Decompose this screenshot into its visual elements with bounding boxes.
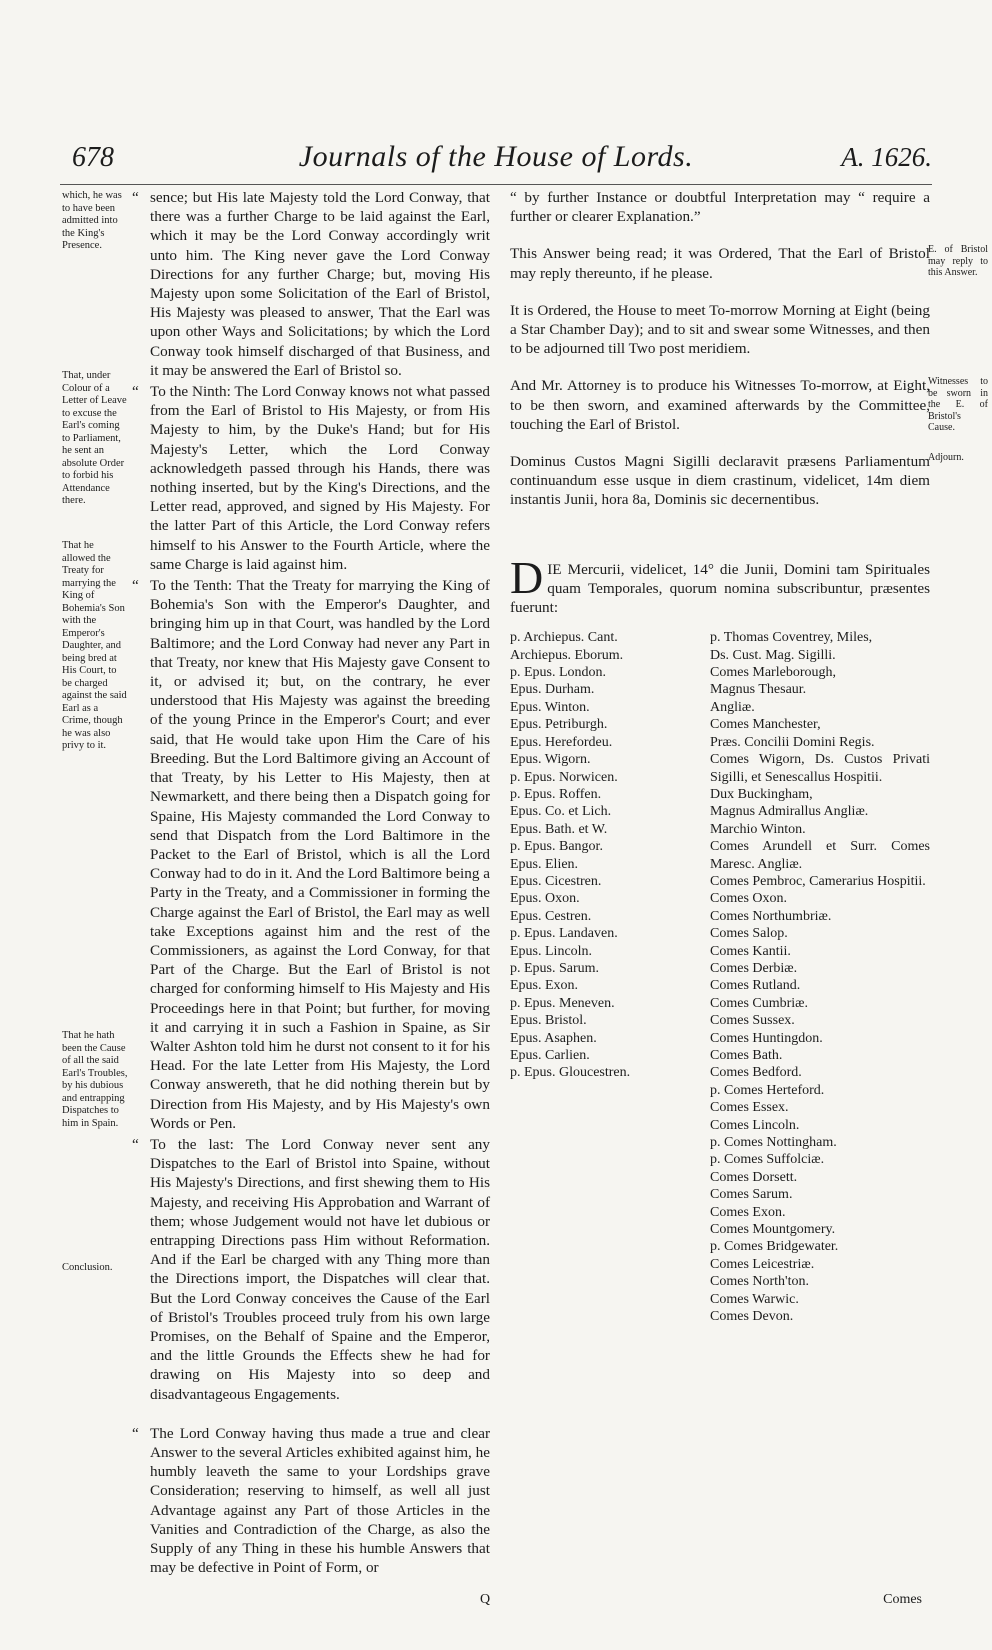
right-margin-note: Witnesses to be sworn in the E. of Bristol's Cause. [928, 376, 988, 434]
attendee-entry: Epus. Petriburgh. [510, 717, 608, 733]
answer-paragraph: “ sence; but His late Majesty told the Lord Conway, that there was a further Charge to be laid against the Earl, which it may be the Lord Conway accordingly writ unto him. The King never gave the Lord Conway Directions for any further Charge; but, moving His Majesty upon some Solicitation of the Earl of Bristol, His Majesty was pleased to answer, That the Earl was upon other Ways and Solicitations; by which the Lord Conway took himself discharged of that Business, and it may be answered the Earl of Bristol so. [130, 188, 490, 380]
attendee-entry: p. Archiepus. Cant. [510, 630, 618, 646]
attendee-entry: Epus. Wigorn. [510, 752, 591, 768]
attendee-entry: Comes Lincoln. [710, 1117, 800, 1133]
attendee-entry: p. Epus. Meneven. [510, 995, 615, 1011]
attendee-entry: Comes Wigorn, Ds. Custos Privati Sigilli, et Senescallus Hospitii. [710, 752, 930, 785]
signature-mark: Q [480, 1592, 491, 1607]
attendee-entry: p. Comes Herteford. [710, 1082, 825, 1098]
attendee-entry: p. Epus. Sarum. [510, 960, 600, 976]
attendee-entry: Comes Marleborough, [710, 665, 836, 681]
catchword: Comes [883, 1592, 922, 1607]
attendee-entry: Epus. Asaphen. [510, 1030, 597, 1046]
adjournment: Dominus Custos Magni Sigilli declaravit præsens Parliamentum continuandum esse usque in diem crastinum, videlicet, 14m diem instantis Junii, hora 8a, Dominis sic decernentibus. [510, 453, 930, 509]
answer-paragraph: “ To the Tenth: That the Treaty for marrying the King of Bohemia's Son with the Emperor's Daughter, and bringing him up in that Court, was handled by the Lord Baltimore; and the Lord Conway had never any Part in that Treaty, nor knew that His Majesty gave Consent to it, or advised it; but, on the contrary, he ever understood that His Majesty was against the breeding of the young Prince in the Emperor's Court; and ever said, that He would take upon Him the Care of his Breeding. But the Lord Baltimore giving an Account of that Treaty, by his Letter to His Majesty, then at Newmarkett, and there being then a Dispatch going for Spaine, His Majesty commanded the Lord Conway to send that Dispatch from the Lord Baltimore in the Packet to the Earl of Bristol, which is all the Lord Conway had to do in it. And the Lord Baltimore being a Party in the Treaty, and a Commissioner in forming the Charge against the Earl of Bristol, the Earl may as well take Exceptions against him and the rest of the Commissioners, as against the Lord Conway, for that Part of the Charge. But the Earl of Bristol is not charged for conforming himself to His Majesty and His Proceedings here in that Point; but further, for moving it and carrying it in such a Fashion in Spaine, as Sir Walter Ashton told him he durst not consent to it for his Head. For the late Letter from His Majesty, the Lord Conway answereth, that he did nothing therein but by Direction from His Majesty, and by His Majesty's own Words or Pen. [130, 576, 490, 1133]
order-witnesses: And Mr. Attorney is to produce his Witnesses To-morrow, at Eight, to be then sworn, and examined afterwards by the Committee, touching the Earl of Bristol. [510, 377, 930, 433]
attendee-entry: Comes Manchester, [710, 717, 821, 733]
attendee-entry: Dux Buckingham, [710, 786, 813, 802]
attendee-entry: p. Epus. London. [510, 665, 607, 681]
running-title: Journals of the House of Lords. [298, 140, 694, 173]
attendee-entry: Comes Bedford. [710, 1065, 802, 1081]
order-reply: This Answer being read; it was Ordered, That the Earl of Bristol may reply thereunto, if he please. [510, 245, 930, 282]
attendee-entry: Comes Leicestriæ. [710, 1256, 815, 1272]
attendee-entry: Epus. Elien. [510, 856, 579, 872]
attendee-entry: Comes Dorsett. [710, 1169, 798, 1185]
attendee-entry: Comes Sussex. [710, 1013, 795, 1029]
left-column [130, 188, 490, 1579]
attendee-entry: Comes Oxon. [710, 891, 787, 907]
attendee-entry: Magnus Admirallus Angliæ. [710, 804, 869, 820]
attendee-entry: Comes Pembroc, Camerarius Hospitii. [710, 873, 926, 889]
attendee-entry: Comes Essex. [710, 1100, 789, 1116]
page-number: 678 [72, 142, 114, 173]
attendee-entry: p. Comes Bridgewater. [710, 1239, 839, 1255]
attendee-entry: Archiepus. Eborum. [510, 647, 624, 663]
attendee-entry: Epus. Herefordeu. [510, 734, 613, 750]
attendee-entry: Comes Northumbriæ. [710, 908, 832, 924]
attendee-entry: p. Comes Suffolciæ. [710, 1152, 825, 1168]
attendee-entry: Comes Rutland. [710, 978, 801, 994]
right-margin-note: E. of Bristol may reply to this Answer. [928, 244, 988, 279]
attendee-entry: Ds. Cust. Mag. Sigilli. [710, 647, 836, 663]
attendee-entry: p. Epus. Gloucestren. [510, 1065, 631, 1081]
temporales-list [710, 629, 930, 1325]
answer-continuation: “ by further Instance or doubtful Interpretation may “ require a further or clearer Explanation.” [510, 189, 930, 226]
attendee-entry: Comes Kantii. [710, 943, 791, 959]
year-mark: A. 1626. [841, 142, 932, 172]
attendee-entry: Angliæ. [710, 699, 755, 715]
margin-note: Conclusion. [62, 1262, 113, 1273]
attendee-entry: Præs. Concilii Domini Regis. [710, 734, 875, 750]
right-column [510, 188, 988, 1325]
attendee-entry: Epus. Cestren. [510, 908, 592, 924]
spirituales-list [510, 629, 710, 1082]
attendee-entry: Epus. Bristol. [510, 1013, 587, 1029]
attendee-entry: p. Epus. Norwicen. [510, 769, 618, 785]
attendee-entry: Comes Huntingdon. [710, 1030, 823, 1046]
margin-note: That he hath been the Cause of all the said Earl's Troubles, by his dubious and entrapping Dispatches to him in Spain. [62, 1030, 128, 1129]
attendee-entry: Epus. Winton. [510, 699, 590, 715]
attendee-entry: Comes Exon. [710, 1204, 786, 1220]
attendee-entry: Comes Mountgomery. [710, 1222, 836, 1238]
margin-note: That he allowed the Treaty for marrying the King of Bohemia's Son with the Emperor's Daughter, and being bred at His Court, to be charged against the said Earl as a Crime, though he was also privy to it. [62, 540, 127, 751]
attendee-entry: Magnus Thesaur. [710, 682, 807, 698]
attendee-entry: p. Thomas Coventrey, Miles, [710, 630, 873, 646]
answer-paragraph: “ To the Ninth: The Lord Conway knows not what passed from the Earl of Bristol to His Majesty, or from His Majesty to him, by the Duke's Hand; but for His Majesty's Letter, which the Lord Conway acknowledgeth passed through his Hands, there was nothing inserted, but by the King's Directions, and the Letter read, approved, and signed by His Majesty. For the latter Part of this Article, the Lord Conway refers himself to his Answer to the Fourth Article, where the same Charge is laid against him. [130, 382, 490, 574]
attendee-entry: Epus. Exon. [510, 978, 579, 994]
attendee-entry: Epus. Cicestren. [510, 873, 602, 889]
attendee-entry: Epus. Co. et Lich. [510, 804, 612, 820]
attendee-entry: Comes Arundell et Surr. Comes Maresc. Angliæ. [710, 839, 930, 872]
attendee-entry: Comes Devon. [710, 1309, 794, 1325]
order-meeting: It is Ordered, the House to meet To-morrow Morning at Eight (being a Star Chamber Day); and to sit and swear some Witnesses, and then to be adjourned till Two post meridiem. [510, 301, 930, 358]
attendee-entry: Epus. Carlien. [510, 1048, 590, 1063]
page-header [60, 140, 932, 184]
heading-text: IE Mercurii, videlicet, 14° die Junii, Domini tam Spirituales quam Temporales, quorum nomina subscribuntur, præsentes fuerunt: [510, 560, 930, 617]
attendee-entry: p. Epus. Bangor. [510, 839, 603, 855]
margin-note: That, under Colour of a Letter of Leave to excuse the Earl's coming to Parliament, he sent an absolute Order to forbid his Attendance there. [62, 370, 127, 506]
drop-cap: D [510, 551, 544, 603]
conclusion-paragraph: “ The Lord Conway having thus made a true and clear Answer to the several Articles exhibited against him, he humbly leaveth the same to your Lordships grave Consideration; reserving to himself, as well all just Advantage against any Part of those Articles in the Vanities and Contradiction of the Charge, as also the Supply of any Thing in these his humble Answers that may be defective in Point of Form, or [130, 1424, 490, 1578]
answer-paragraph: “ To the last: The Lord Conway never sent any Dispatches to the Earl of Bristol into Spaine, without His Majesty's Directions, and first shewing them to His Majesty, and receiving His Approbation and Warrant of them; whose Judgement would not have let dubious or entrapping Directions pass Him without Reformation. And if the Earl be charged with any Thing more than the Directions import, the Dispatches will clear that. But the Lord Conway conceives the Cause of the Earl of Bristol's Troubles proceed truly from his own large Promises, on the Behalf of Spaine and the Emperor, and the little Grounds the Effects shew he had for drawing on His Majesty into so deep and disadvantageous Engagements. [130, 1135, 490, 1404]
attendee-entry: Epus. Lincoln. [510, 943, 593, 959]
attendee-entry: p. Comes Nottingham. [710, 1135, 837, 1151]
attendee-entry: Epus. Bath. et W. [510, 821, 608, 837]
header-rule [60, 184, 932, 185]
attendee-entry: Comes Salop. [710, 926, 788, 942]
attendee-entry: Comes Sarum. [710, 1187, 793, 1203]
attendee-entry: Comes Cumbriæ. [710, 995, 809, 1011]
margin-note: which, he was to have been admitted into the King's Presence. [62, 190, 122, 251]
right-margin-note: Adjourn. [928, 452, 964, 464]
attendee-entry: Comes Bath. [710, 1048, 783, 1063]
attendee-entry: Comes Derbiæ. [710, 960, 798, 976]
attendee-entry: p. Epus. Landaven. [510, 926, 618, 942]
attendee-entry: Comes North'ton. [710, 1274, 809, 1290]
attendee-entry: p. Epus. Roffen. [510, 786, 602, 802]
attendee-entry: Comes Warwic. [710, 1291, 799, 1307]
attendance-heading [510, 551, 930, 618]
attendee-entry: Epus. Durham. [510, 682, 595, 698]
attendee-entry: Marchio Winton. [710, 821, 806, 837]
attendee-entry: Epus. Oxon. [510, 891, 580, 907]
